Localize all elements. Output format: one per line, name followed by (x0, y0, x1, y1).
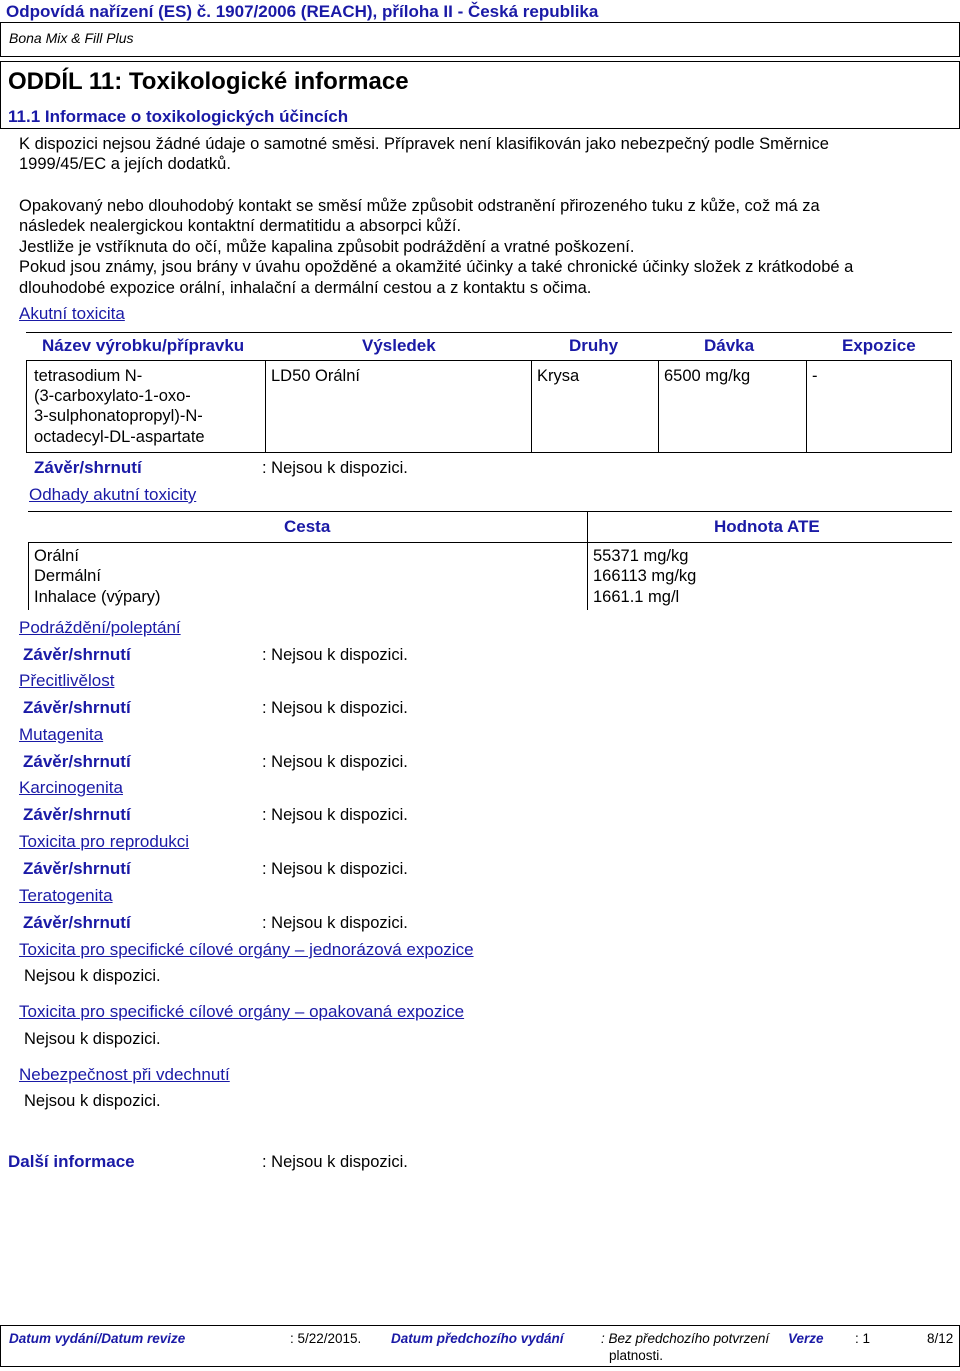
ate-col-route: Cesta (284, 517, 331, 536)
acute-conclusion-label: Závěr/shrnutí (34, 458, 142, 477)
substance-name-2: (3-carboxylato-1-oxo- (34, 387, 191, 405)
reproductive-toxicity-conclusion-value: Nejsou k dispozici. (271, 860, 408, 878)
route-inhalation: Inhalace (výpary) (34, 588, 161, 606)
mutagenicity-heading: Mutagenita (19, 725, 104, 744)
effects-line-2: dlouhodobé expozice orální, inhalační a dermální cestou a z kontaktu s očima. (19, 279, 592, 297)
divider (531, 360, 532, 453)
previous-date-value-line-2: platnosti. (609, 1348, 664, 1363)
version-label: Verze (788, 1331, 824, 1346)
ate-top-rule (28, 511, 952, 512)
irritation-heading: Podráždění/poleptání (19, 618, 181, 637)
irritation-conclusion-label: Závěr/shrnutí (23, 645, 131, 664)
carcinogenicity-conclusion-label: Závěr/shrnutí (23, 805, 131, 824)
col-exposure: Expozice (842, 336, 916, 355)
intro-line-2: 1999/45/EC a jejích dodatků. (19, 155, 231, 173)
sensitization-conclusion-label: Závěr/shrnutí (23, 698, 131, 717)
substance-name-1: tetrasodium N- (34, 367, 143, 385)
divider (658, 360, 659, 453)
dose-value: 6500 mg/kg (664, 367, 751, 385)
section-title: ODDÍL 11: Toxikologické informace (8, 68, 409, 95)
carcinogenicity-conclusion-value: Nejsou k dispozici. (271, 806, 408, 824)
col-species: Druhy (569, 336, 619, 355)
version-value: : 1 (855, 1331, 871, 1346)
col-result: Výsledek (362, 336, 436, 355)
stot-single-value: Nejsou k dispozici. (24, 967, 161, 985)
reproductive-toxicity-heading: Toxicita pro reprodukci (19, 832, 190, 851)
other-info-value: Nejsou k dispozici. (271, 1153, 408, 1171)
substance-name-4: octadecyl-DL-aspartate (34, 428, 205, 446)
divider (587, 542, 588, 610)
ate-heading: Odhady akutní toxicity (29, 485, 197, 504)
divider (28, 542, 29, 610)
mutagenicity-conclusion-label: Závěr/shrnutí (23, 752, 131, 771)
ate-inhalation-value: 1661.1 mg/l (593, 588, 680, 606)
acute-table-top-rule (26, 332, 952, 333)
aspiration-heading: Nebezpečnost při vdechnutí (19, 1065, 230, 1084)
intro-line-1: K dispozici nejsou žádné údaje o samotné směsi. Přípravek není klasifikován jako nebezpečný podle Směrnice (19, 135, 829, 153)
acute-conclusion-value: Nejsou k dispozici. (271, 459, 408, 477)
route-dermal: Dermální (34, 567, 101, 585)
carcinogenicity-heading: Karcinogenita (19, 778, 123, 797)
stot-repeated-value: Nejsou k dispozici. (24, 1030, 161, 1048)
issue-date-label: Datum vydání/Datum revize (9, 1331, 186, 1346)
eye-contact-text: Jestliže je vstříknuta do očí, může kapalina způsobit podráždění a vratné poškození. (19, 238, 635, 256)
reproductive-toxicity-conclusion-label: Závěr/shrnutí (23, 859, 131, 878)
mutagenicity-conclusion-value: Nejsou k dispozici. (271, 753, 408, 771)
divider (28, 542, 952, 543)
col-product-name: Název výrobku/přípravku (42, 336, 245, 355)
sensitization-heading: Přecitlivělost (19, 671, 115, 690)
exposure-value: - (812, 367, 818, 385)
teratogenicity-conclusion-value: Nejsou k dispozici. (271, 914, 408, 932)
stot-single-heading: Toxicita pro specifické cílové orgány – jednorázová expozice (19, 940, 474, 959)
divider (806, 360, 807, 453)
stot-repeated-heading: Toxicita pro specifické cílové orgány – opakovaná expozice (19, 1002, 465, 1021)
teratogenicity-heading: Teratogenita (19, 886, 113, 905)
result-value: LD50 Orální (271, 367, 360, 385)
section-subtitle: 11.1 Informace o toxikologických účincích (8, 107, 349, 126)
ate-dermal-value: 166113 mg/kg (593, 567, 697, 585)
contact-line-1: Opakovaný nebo dlouhodobý kontakt se směsí může způsobit odstranění přirozeného tuku z kůže, což má za (19, 197, 820, 215)
acute-toxicity-heading: Akutní toxicita (19, 304, 125, 323)
section-title-box (0, 61, 960, 129)
ate-col-value: Hodnota ATE (714, 517, 820, 536)
effects-line-1: Pokud jsou známy, jsou brány v úvahu opožděné a okamžité účinky a také chronické účinky složek z krátkodobé a (19, 258, 854, 276)
contact-line-2: následek nealergickou kontaktní dermatitidu a absorpci kůží. (19, 217, 462, 235)
aspiration-value: Nejsou k dispozici. (24, 1092, 161, 1110)
species-value: Krysa (537, 367, 580, 385)
regulation-header: Odpovídá nařízení (ES) č. 1907/2006 (REACH), příloha II - Česká republika (6, 2, 599, 21)
footer-box (0, 1325, 960, 1367)
divider (265, 360, 266, 453)
sensitization-conclusion-value: Nejsou k dispozici. (271, 699, 408, 717)
divider (587, 511, 588, 543)
issue-date-value: : 5/22/2015. (290, 1331, 362, 1346)
ate-oral-value: 55371 mg/kg (593, 547, 689, 565)
product-name: Bona Mix & Fill Plus (9, 30, 134, 46)
product-name-box (0, 22, 960, 57)
previous-date-value-line-1: : Bez předchozího potvrzení (601, 1331, 770, 1346)
irritation-conclusion-value: Nejsou k dispozici. (271, 646, 408, 664)
page-number: 8/12 (927, 1331, 954, 1346)
teratogenicity-conclusion-label: Závěr/shrnutí (23, 913, 131, 932)
previous-date-label: Datum předchozího vydání (391, 1331, 564, 1346)
substance-name-3: 3-sulphonatopropyl)-N- (34, 407, 203, 425)
col-dose: Dávka (704, 336, 755, 355)
route-oral: Orální (34, 547, 79, 565)
other-info-label: Další informace (8, 1152, 135, 1171)
